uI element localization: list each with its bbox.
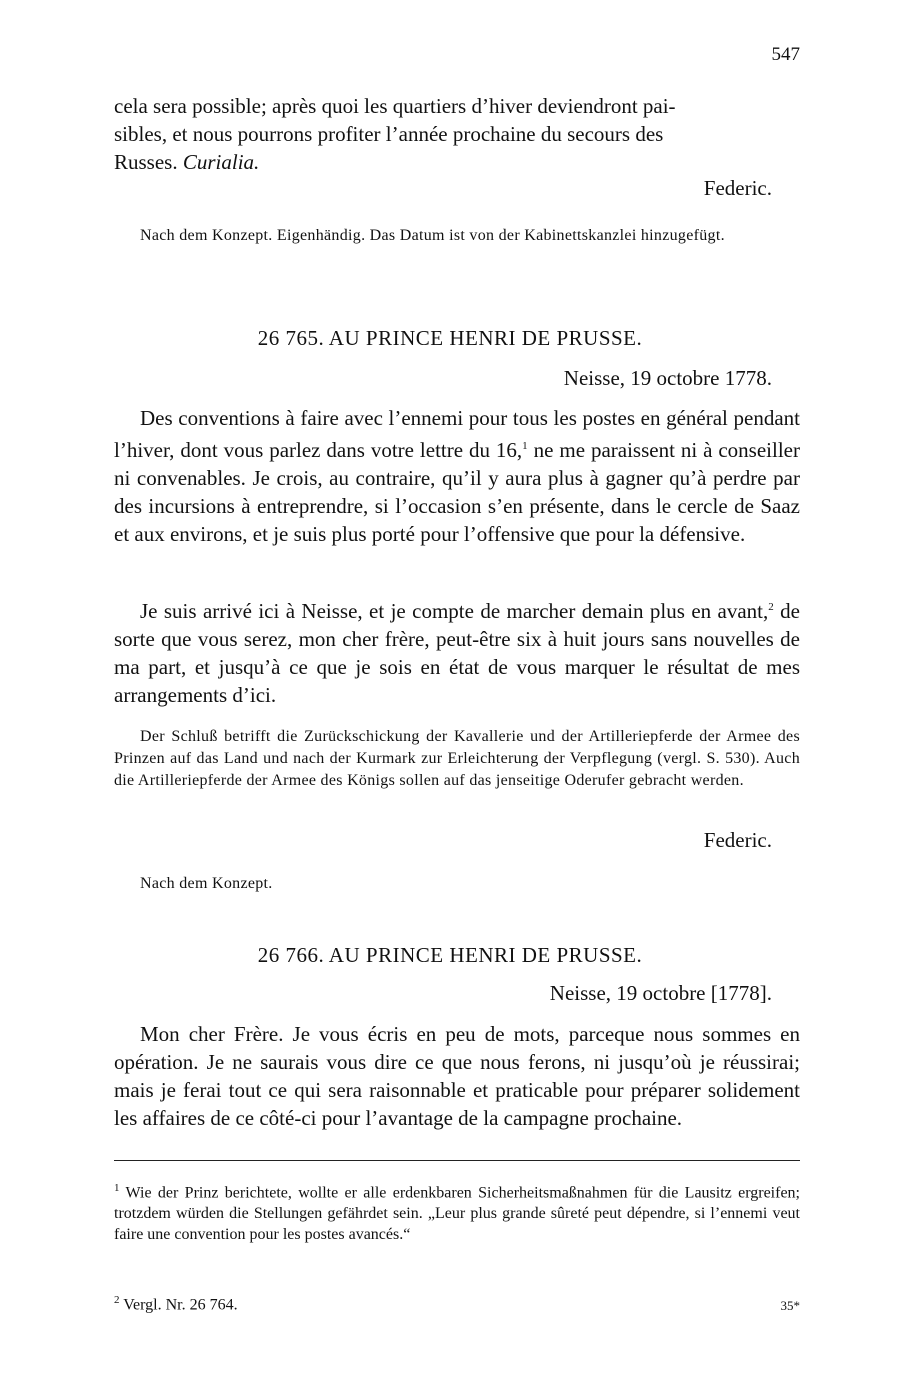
letter-1-editorial-note: Der Schluß betrifft die Zurückschickung der Kavallerie und der Artilleriepferde der Armee des Prinzen auf das Land und nach der Kurmark zur Erleichterung der Verpflegung (vergl. S. 530). Auch die Artilleriepferde der Armee des Königs sollen auf das jenseitige Oderufer gebracht werden. xyxy=(114,728,800,789)
intro-line-1: cela sera possible; après quoi les quartiers d’hiver deviendront pai- xyxy=(114,94,676,118)
letter-1-paragraph-1 xyxy=(114,404,800,548)
page-number: 547 xyxy=(771,44,800,65)
letter-1-source-note: Nach dem Konzept. xyxy=(140,875,273,892)
intro-line-3 xyxy=(114,148,800,176)
intro-line-2: sibles, et nous pourrons profiter l’année prochaine du secours des xyxy=(114,122,664,146)
letter-2-dateline: Neisse, 19 octobre [1778]. xyxy=(549,981,772,1005)
footnote-ref-2: 2 xyxy=(768,601,774,613)
footnote-2-number: 2 xyxy=(114,1294,120,1306)
letter-1-paragraph-2 xyxy=(114,593,800,709)
signature-mark: 35* xyxy=(780,1298,800,1313)
letter-1-paragraph-2-rest: de sorte que vous serez, mon cher frère, peut-être six à huit jours sans nouvelles de ma part, et jusqu’à ce que je sois en état de vous marquer le résultat de mes arrangements d’ici. xyxy=(114,599,800,707)
letter-1-signature: Federic. xyxy=(703,828,772,852)
curialia-text: Curialia. xyxy=(182,150,260,174)
footnote-divider xyxy=(114,1160,800,1161)
letter-1-paragraph-1-rest: ne me paraissent ni à conseiller ni convenables. Je crois, au contraire, qu’il y aura plus à gagner qu’à perdre par des incursions à entreprendre, si l’occasion s’en présente, dans le cercle de Saaz et aux environs, et je suis plus porté pour l’offensive que pour la défensive. xyxy=(114,438,800,546)
letter-1-paragraph-2-text: Je suis arrivé ici à Neisse, et je compte de marcher demain plus en avant, xyxy=(140,599,769,623)
footnote-ref-1: 1 xyxy=(522,440,528,452)
footnote-1 xyxy=(114,1178,800,1245)
letter-2-heading: 26 766. AU PRINCE HENRI DE PRUSSE. xyxy=(257,943,643,967)
footnote-2-text: Vergl. Nr. 26 764. xyxy=(119,1296,238,1314)
letter-2-paragraph-1: Mon cher Frère. Je vous écris en peu de mots, parceque nous sommes en opération. Je ne saurais vous dire ce que nous ferons, ni jusqu’où je réussirai; mais je ferai tout ce qui sera raisonnable et praticable pour préparer solidement les affaires de ce côté-ci pour l’avantage de la campagne prochaine. xyxy=(114,1022,800,1130)
intro-source-note: Nach dem Konzept. Eigenhändig. Das Datum ist von der Kabinettskanzlei hinzugefügt. xyxy=(140,227,725,244)
footnote-1-number: 1 xyxy=(114,1182,120,1194)
intro-signature: Federic. xyxy=(703,176,772,200)
footnote-2 xyxy=(114,1290,800,1315)
letter-1-paragraph-1-text: Des conventions à faire avec l’ennemi pour tous les postes en général pendant l’hiver, dont vous parlez dans votre lettre du 16, xyxy=(114,406,800,462)
letter-1-heading: 26 765. AU PRINCE HENRI DE PRUSSE. xyxy=(257,326,643,350)
letter-1-dateline: Neisse, 19 octobre 1778. xyxy=(563,366,772,390)
footnote-1-text: Wie der Prinz berichtete, wollte er alle erdenkbaren Sicherheitsmaßnahmen für die Lausitz ergreifen; trotzdem würden die Stellungen gefährdet sein. „Leur plus grande sûreté peut dépendre, si l’ennemi veut faire une convention pour les postes avancés.“ xyxy=(114,1184,800,1244)
intro-paragraph xyxy=(114,92,800,176)
intro-line-3-text: Russes. xyxy=(114,150,183,174)
